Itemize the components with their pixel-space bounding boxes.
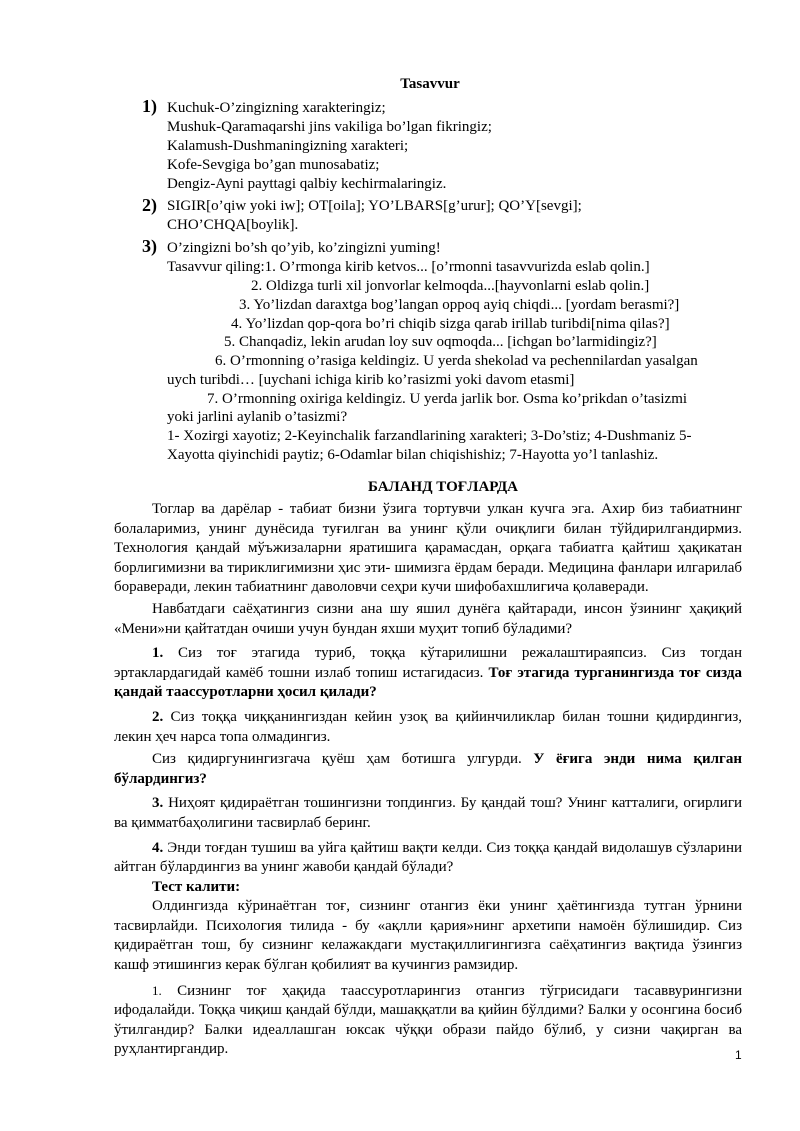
question-2-continued xyxy=(114,750,742,789)
question-bold: У ёғига энди нима қилган бўлардингиз? xyxy=(114,751,743,787)
question-text: Ниҳоят қидираётган тошингизни топдингиз. Бу қандай тош? Унинг катталиги, огирлиги ва қимматбаҳолигини тасвирлаб беринг. xyxy=(114,795,742,831)
section-3-line: 2. Oldizga turli xil jonvorlar kelmoqda...[hayvonlarni eslab qolin.] xyxy=(251,278,650,294)
section-3-line: Xayotta qiyinchidi paytiz; 6-Odamlar bilan chiqishishiz; 7-Hayotta yo’l tanlashiz. xyxy=(167,447,659,463)
section-1-line: Mushuk-Qaramaqarshi jins vakiliga bo’lgan fikringiz; xyxy=(167,119,492,135)
answer-text: Сизнинг тоғ ҳақида таассуротларингиз отангиз тўгрисидаги тасаввурингизни ифодалайди. Тоққа чиқиш қандай бўлди, машаққатли ва қийин бўлдими? Балки у осонгина босиб ўтилгандир? Балки идеаллашган юксак чўққи образи пайдо бўлиб, у сизни чақирган ва руҳлантиргандир. xyxy=(114,982,742,1058)
question-3 xyxy=(114,794,742,833)
section-3-line: yoki jarlini aylanib o’tasizmi? xyxy=(167,409,348,425)
answer-number: 1. xyxy=(152,982,162,998)
test-key-title-text: Тест калити: xyxy=(152,878,241,895)
question-number: 1. xyxy=(152,645,164,662)
section-1-line: Kuchuk-O’zingizning xarakteringiz; xyxy=(167,100,386,116)
test-key-title xyxy=(114,878,742,898)
answer-1 xyxy=(114,981,742,1060)
section-3-line: Tasavvur qiling:1. O’rmonga kirib ketvos... [o’rmonni tasavvurizda eslab qolin.] xyxy=(167,259,650,275)
intro-paragraph: Навбатдаги саёҳатингиз сизни ана шу яшил дунёга қайтаради, инсон ўзининг ҳақиқий «Мени»ни қайтатдан очиши учун бундан яхши муҳит топиб бўладими? xyxy=(114,600,742,637)
question-text: Сиз қидиргунингизгача қуёш ҳам ботишга улгурди. xyxy=(152,751,534,768)
page-number: 1 xyxy=(735,1048,742,1062)
question-text: Сиз тоққа чиққанингиздан кейин узоқ ва қийинчиликлар билан тошни қидирдингиз, лекин ҳеч нарса топа олмадингиз. xyxy=(114,708,742,745)
question-4 xyxy=(114,839,742,878)
section-1-line: Dengiz-Ayni payttagi qalbiy kechirmalaringiz. xyxy=(167,176,447,192)
section-2-line: CHO’CHQA[boylik]. xyxy=(167,217,299,233)
section-3-line: 7. O’rmonning oxiriga keldingiz. U yerda jarlik bor. Osma ko’prikdan o’tasizmi xyxy=(207,391,688,407)
section-2-number: 2) xyxy=(142,195,157,215)
document-title: Tasavvur xyxy=(400,76,460,92)
section-3-number: 3) xyxy=(142,236,157,256)
question-text: Сиз тоғ этагида туриб, тоққа кўтарилишни режалаштираяпсиз. Сиз тогдан эртаклардагидай камёб тошни излаб топиш истагидасиз. xyxy=(114,645,742,681)
article-body xyxy=(114,500,742,1060)
section-1-number: 1) xyxy=(142,96,157,116)
question-1 xyxy=(114,644,742,703)
section-1-line: Kalamush-Dushmaningizning xarakteri; xyxy=(167,138,409,154)
question-number: 3. xyxy=(152,795,164,812)
question-number: 4. xyxy=(152,839,164,856)
question-text: Энди тоғдан тушиш ва уйга қайтиш вақти келди. Сиз тоққа қандай видолашув сўзларини айтган бўлардингиз ва унинг жавоби қандай бўлади? xyxy=(114,839,742,876)
section-3-line: 6. O’rmonning o’rasiga keldingiz. U yerda shekolad va pechennilardan yasalgan xyxy=(215,353,698,369)
section-2-line: SIGIR[o’qiw yoki iw]; OT[oila]; YO’LBARS[g’urur]; QO’Y[sevgi]; xyxy=(167,198,582,214)
section-1-line: Kofe-Sevgiga bo’gan munosabatiz; xyxy=(167,157,380,173)
question-bold: Тоғ этагида турганингизда тоғ сизда қандай таассуротларни ҳосил қилади? xyxy=(114,664,742,701)
section-3-line: 4. Yo’lizdan qop-qora bo’ri chiqib sizga qarab irillab turibdi[nima qilas?] xyxy=(231,316,670,332)
article-title: БАЛАНД ТОҒЛАРДА xyxy=(367,479,519,495)
question-number: 2. xyxy=(152,708,164,725)
section-3-line: 5. Chanqadiz, lekin arudan loy suv oqmoqda... [ichgan bo’larmidingiz?] xyxy=(224,334,657,350)
section-3-line: 3. Yo’lizdan daraxtga bog’langan oppoq ayiq chiqdi... [yordam berasmi?] xyxy=(239,297,680,313)
section-3-line: uych turibdi… [uychani ichiga kirib ko’rasizmi yoki davom etasmi] xyxy=(167,372,575,388)
intro-paragraph: Тоглар ва дарёлар - табиат бизни ўзига тортувчи улкан кучга эга. Ахир биз табиатнинг болаларимиз, унинг дунёсида туғилган ва унинг қўли очиқлиги билан тўйдирилгандирмиз. Технология қандай мўъжизаларни яратишига қарамасдан, орқага табиатга қайтиш ҳақикатан борлигимизни ва тириклигимизни ҳис эти- шимизга ёрдам беради. Медицина фанлари илгарилаб бораверади, лекин табиатнинг даволовчи сеҳри кучи шифобахшлигича қолаверади. xyxy=(114,501,742,596)
test-key-paragraph: Олдингизда кўринаётган тоғ, сизнинг отангиз ёки унинг ҳаётингизда тутган ўрнини тасвирлайди. Психология тилида - бу «ақлли қария»нинг архетипи намоён бўлишидир. Сиз қидираётган тош, бу сизнинг келажакдаги мустақиллигингизга саёҳатингиз вақтида ўзингиз кашф этишингиз керак бўлган қобилият ва кучингиз рамзидир. xyxy=(114,898,742,974)
section-3-line: 1- Xozirgi xayotiz; 2-Keyinchalik farzandlarining xarakteri; 3-Do’stiz; 4-Dushmaniz 5- xyxy=(167,428,692,444)
section-3-line: O’zingizni bo’sh qo’yib, ko’zingizni yuming! xyxy=(167,240,441,256)
question-2 xyxy=(114,708,742,747)
